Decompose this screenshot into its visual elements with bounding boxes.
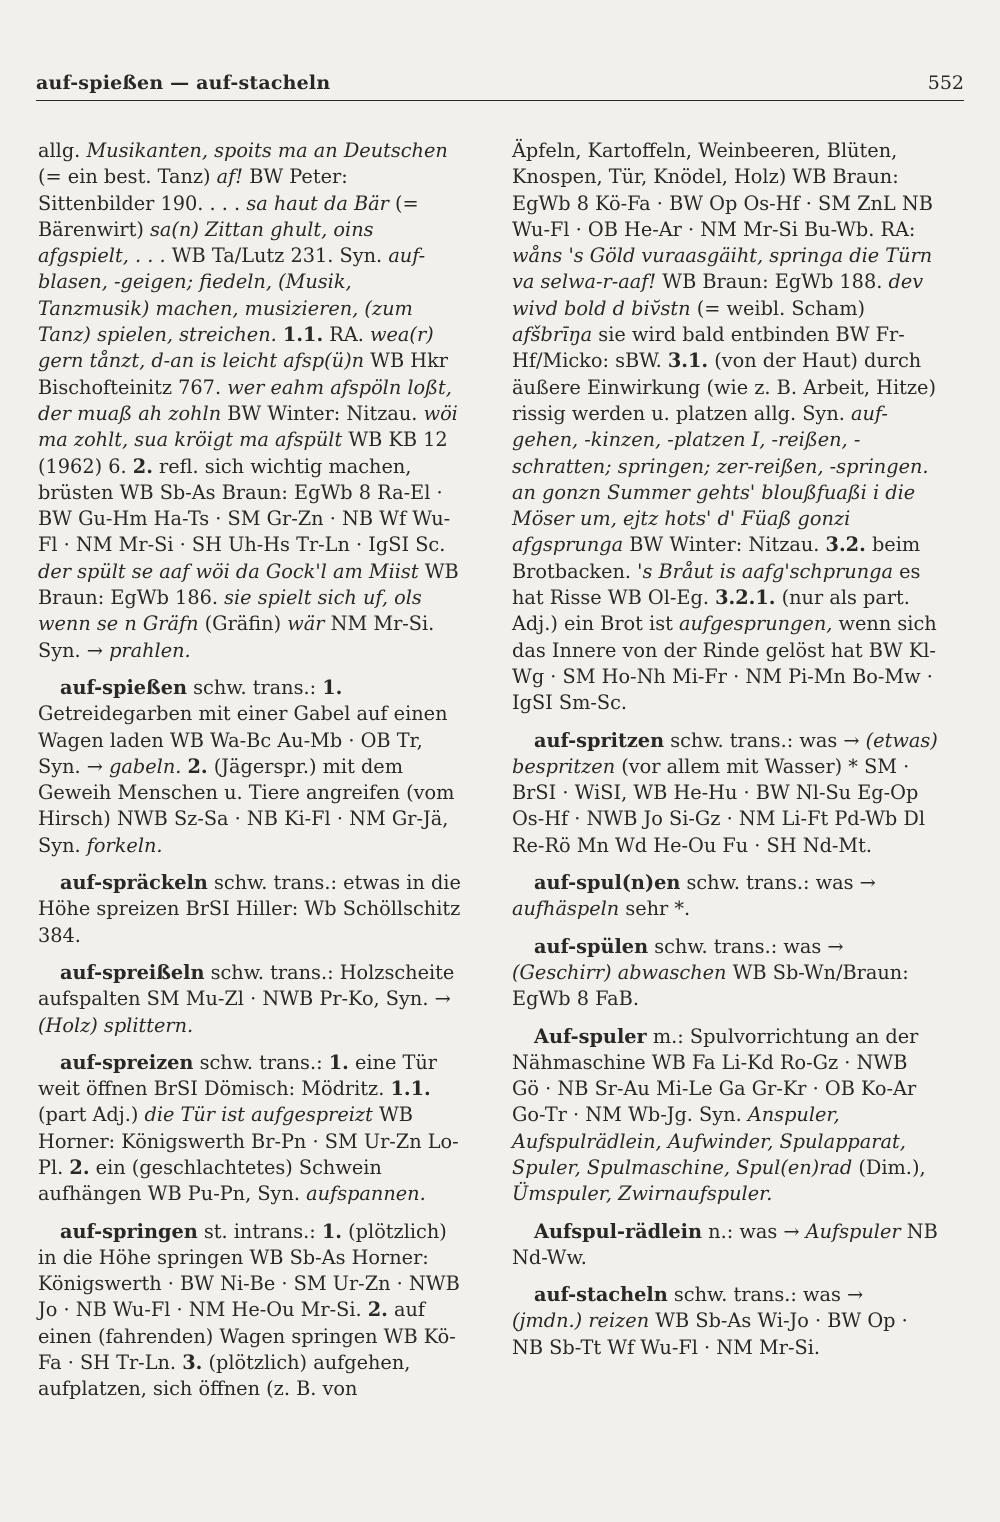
italic-text: aufgesprungen, xyxy=(678,612,833,636)
entry-text: (= Bärenwirt) xyxy=(38,191,419,241)
italic-text: sie spielt sich uf, ols wenn se n Gräfn xyxy=(38,586,422,636)
entry-text: RA. xyxy=(323,323,371,347)
headword: auf-springen xyxy=(60,1219,198,1243)
dictionary-entry xyxy=(512,934,938,1013)
entry-text: schw. trans.: was → xyxy=(680,871,876,895)
entry-text: m.: Spulvorrichtung an der Nähmaschine WB Fa Li-Kd Ro-Gz · NWB Gö · NB Sr-Au Mi-Le Ga Gr-Kr · OB Ko-Ar Go-Tr · NM Wb-Jg. Syn. xyxy=(512,1024,919,1127)
entry-text: auf einen (fahrenden) Wagen springen WB Kö-Fa · SH Tr-Ln. xyxy=(38,1298,456,1375)
italic-text: forkeln. xyxy=(86,833,163,857)
headword: auf-spülen xyxy=(534,934,649,958)
entry-text: wenn sich das Innere von der Rinde gelöst hat BW Kl-Wg · SM Ho-Nh Mi-Fr · NM Pi-Mn Bo-Mw · IgSI Sm-Sc. xyxy=(512,612,937,715)
entry-text: BW Winter: Nitzau. xyxy=(221,401,424,425)
entry-text: ein (geschlachtetes) Schwein aufhängen WB Pu-Pn, Syn. xyxy=(38,1155,382,1206)
entry-text: Äpfeln, Kartoffeln, Weinbeeren, Blüten, Knospen, Tür, Knödel, Holz) WB Braun: EgWb 8 Kö-Fa · BW Op Os-Hf · SM ZnL NB Wu-Fl · OB He-Ar · NM Mr-Si Bu-Wb. RA: xyxy=(512,139,933,241)
italic-text: wea(r) gern tånzt, d-an is leicht afsp(ü)n xyxy=(38,323,434,373)
sense-number: 2. xyxy=(367,1298,388,1322)
sense-number: 3.1. xyxy=(667,349,709,373)
italic-text: (Geschirr) abwaschen xyxy=(512,960,727,984)
entry-text: schw. trans.: etwas in die Höhe spreizen BrSI Hiller: Wb Schöllschitz 384. xyxy=(38,871,461,947)
italic-text: gabeln. xyxy=(109,754,182,778)
dictionary-entry xyxy=(512,1282,938,1361)
italic-text: wöi ma zohlt, sua kröigt ma afspült xyxy=(38,401,458,452)
entry-text: WB Braun: EgWb 186. xyxy=(38,559,459,610)
dictionary-entry xyxy=(512,870,938,923)
entry-text: schw. trans.: was → xyxy=(648,934,844,958)
entry-continuation xyxy=(512,138,938,717)
headword: auf-spritzen xyxy=(534,728,665,752)
sense-number: 1.1. xyxy=(282,323,324,347)
entry-text: (part Adj.) xyxy=(38,1103,145,1127)
italic-text: afšbrīŋa xyxy=(512,323,593,347)
entry-text: NB Nd-Ww. xyxy=(512,1219,938,1269)
entry-text: WB Sb-As Wi-Jo · BW Op · NB Sb-Tt Wf Wu-Fl · NM Mr-Si. xyxy=(512,1309,908,1359)
dictionary-entry xyxy=(512,1219,938,1272)
entry-text: allg. xyxy=(38,139,87,162)
headword: auf-spreißeln xyxy=(60,960,205,984)
entry-text: refl. sich wichtig machen, brüsten WB Sb-As Braun: EgWb 8 Ra-El · BW Gu-Hm Ha-Ts · SM Gr-Zn · NB Wf Wu-Fl · NM Mr-Si · SH Uh-Hs Tr-Ln · IgSI Sc. xyxy=(38,454,451,557)
italic-text: Ümspuler, Zwirnaufspuler. xyxy=(512,1182,773,1206)
italic-text: dev wivd bold d biv̆stn xyxy=(512,270,924,320)
header-title: auf-spießen — auf-stacheln xyxy=(36,72,331,94)
entry-text: schw. trans.: was → xyxy=(667,1283,864,1307)
entry-text: sie wird bald entbinden BW Fr-Hf/Micko: sBW. xyxy=(512,323,905,373)
running-header xyxy=(36,70,964,101)
entry-text: schw. trans.: was → xyxy=(664,728,866,752)
entry-text: n.: was → xyxy=(702,1219,806,1243)
entry-text: sehr *. xyxy=(619,897,691,921)
italic-text: aufspannen. xyxy=(306,1182,426,1206)
entry-text: WB Hkr Bischofteinitz 767. xyxy=(38,349,448,399)
headword: auf-spräckeln xyxy=(60,871,208,895)
italic-text: af! xyxy=(216,165,244,189)
italic-text: (Holz) splittern. xyxy=(38,1013,194,1037)
sense-number: 1. xyxy=(328,1050,349,1074)
dictionary-entry xyxy=(512,1024,938,1208)
italic-text: Aufspuler xyxy=(805,1219,901,1243)
dictionary-entry xyxy=(38,1050,464,1208)
entry-text: WB KB 12 (1962) 6. xyxy=(38,428,448,478)
dictionary-entry xyxy=(512,728,938,859)
entry-text: (nur als part. Adj.) ein Brot ist xyxy=(512,586,910,636)
sense-number: 2. xyxy=(132,454,153,478)
entry-text: BW Winter: Nitzau. xyxy=(623,533,826,557)
entry-text: es hat Risse WB Ol-Eg. xyxy=(512,559,921,610)
headword: Aufspul-rädlein xyxy=(534,1219,703,1243)
italic-text: sa(n) Zittan ghult, oins afgspielt, . . . xyxy=(38,217,374,268)
entry-text: beim Brotbacken. xyxy=(512,533,921,583)
entry-text: WB Sb-Wn/Braun: EgWb 8 FaB. xyxy=(512,960,909,1011)
italic-text: die Tür ist aufgespreizt xyxy=(144,1103,373,1127)
dictionary-entry xyxy=(38,675,464,859)
sense-number: 3.2.1. xyxy=(715,586,776,610)
entry-text: (Dim.), xyxy=(852,1155,926,1179)
italic-text: wåns 's Göld vuraasgäiht, springa die Türn va selwa-r-aaf! xyxy=(512,244,933,294)
italic-text: aufhäspeln xyxy=(512,897,620,921)
page-number: 552 xyxy=(927,72,964,94)
italic-text: Musikanten, spoits ma an Deutschen xyxy=(86,139,448,162)
entry-text: schw. trans.: xyxy=(193,1050,329,1074)
headword: auf-spießen xyxy=(60,675,187,699)
italic-text: wär xyxy=(287,612,325,636)
entry-text: (vor allem mit Wasser) * SM · BrSI · WiSI, WB He-Hu · BW Nl-Su Eg-Op Os-Hf · NWB Jo Si-Gz · NM Li-Ft Pd-Wb Dl Re-Rö Mn Wd He-Ou Fu · SH Nd-Mt. xyxy=(512,754,926,857)
italic-text: auf-gehen, -kinzen, -platzen I, -reißen, -schratten; springen; zer-reißen, -springen. an gonzn Summer gehts' bloußfuaßi i die Möser um, ejtz hots' d' Füaß gonzi afgsprunga xyxy=(512,401,929,557)
entry-text: WB Braun: EgWb 188. xyxy=(656,270,889,294)
headword: auf-stacheln xyxy=(534,1283,668,1307)
entry-text: eine Tür weit öffnen BrSI Dömisch: Mödritz. xyxy=(38,1050,438,1101)
headword: auf-spul(n)en xyxy=(534,871,681,895)
entry-text: (plötzlich) aufgehen, aufplatzen, sich öffnen (z. B. von xyxy=(38,1351,411,1401)
sense-number: 2. xyxy=(69,1155,90,1179)
sense-number: 1.1. xyxy=(390,1077,431,1101)
italic-text: 's Bråut is aafg'schprunga xyxy=(637,559,893,583)
entry-text: Getreidegarben mit einer Gabel auf einen Wagen laden WB Wa-Bc Au-Mb · OB Tr, Syn. → xyxy=(38,702,448,778)
entry-text: (= ein best. Tanz) xyxy=(38,165,217,189)
sense-number: 3. xyxy=(182,1351,203,1375)
italic-text: (jmdn.) reizen xyxy=(512,1309,650,1333)
italic-text: wer eahm afspöln loßt, der muaß ah zohln xyxy=(38,375,452,425)
entry-text: (Jägerspr.) mit dem Geweih Menschen u. Tiere angreifen (vom Hirsch) NWB Sz-Sa · NB Ki-Fl · NM Gr-Jä, Syn. xyxy=(38,754,455,857)
sense-number: 2. xyxy=(187,754,208,778)
entry-text: (Gräfin) xyxy=(198,612,288,636)
entry-continuation xyxy=(38,138,464,664)
italic-text: auf-blasen, -geigen; fiedeln, (Musik, Tanzmusik) machen, musizieren, (zum Tanz) spielen, streichen. xyxy=(38,244,426,347)
entry-text: WB Ta/Lutz 231. Syn. xyxy=(165,244,389,268)
dictionary-entry xyxy=(38,870,464,949)
entry-text: st. intrans.: xyxy=(197,1219,322,1243)
headword: auf-spreizen xyxy=(60,1050,194,1074)
italic-text: prahlen. xyxy=(109,638,191,662)
dictionary-entry xyxy=(38,1219,464,1403)
sense-number: 3.2. xyxy=(825,533,866,557)
entry-text: NM Mr-Si. Syn. → xyxy=(38,612,435,662)
entry-text: (= weibl. Scham) xyxy=(690,296,866,320)
italic-text: sa haut da Bär xyxy=(246,191,389,215)
italic-text: der spült se aaf wöi da Gock'l am Miist xyxy=(38,559,419,583)
entry-text: schw. trans.: Holzscheite aufspalten SM Mu-Zl · NWB Pr-Ko, Syn. → xyxy=(38,960,455,1011)
entry-text: BW Peter: Sittenbilder 190. . . . xyxy=(38,165,348,215)
headword: Auf-spuler xyxy=(534,1024,647,1048)
entry-text: (von der Haut) durch äußere Einwirkung (wie z. B. Arbeit, Hitze) rissig werden u. platzen allg. Syn. xyxy=(512,349,936,425)
entry-text: schw. trans.: xyxy=(187,675,323,699)
italic-text: Anspuler, Aufspulrädlein, Aufwinder, Spulapparat, Spuler, Spulmaschine, Spul(en)rad xyxy=(512,1103,906,1179)
sense-number: 1. xyxy=(321,1219,343,1243)
right-column xyxy=(512,138,938,1372)
sense-number: 1. xyxy=(322,675,343,699)
entry-text: WB Horner: Königswerth Br-Pn · SM Ur-Zn Lo-Pl. xyxy=(38,1103,459,1179)
italic-text: (etwas) bespritzen xyxy=(512,728,938,778)
left-column xyxy=(38,138,464,1414)
entry-text: (plötzlich) in die Höhe springen WB Sb-As Horner: Königswerth · BW Ni-Be · SM Ur-Zn · NWB Jo · NB Wu-Fl · NM He-Ou Mr-Si. xyxy=(38,1219,460,1322)
dictionary-entry xyxy=(38,960,464,1039)
